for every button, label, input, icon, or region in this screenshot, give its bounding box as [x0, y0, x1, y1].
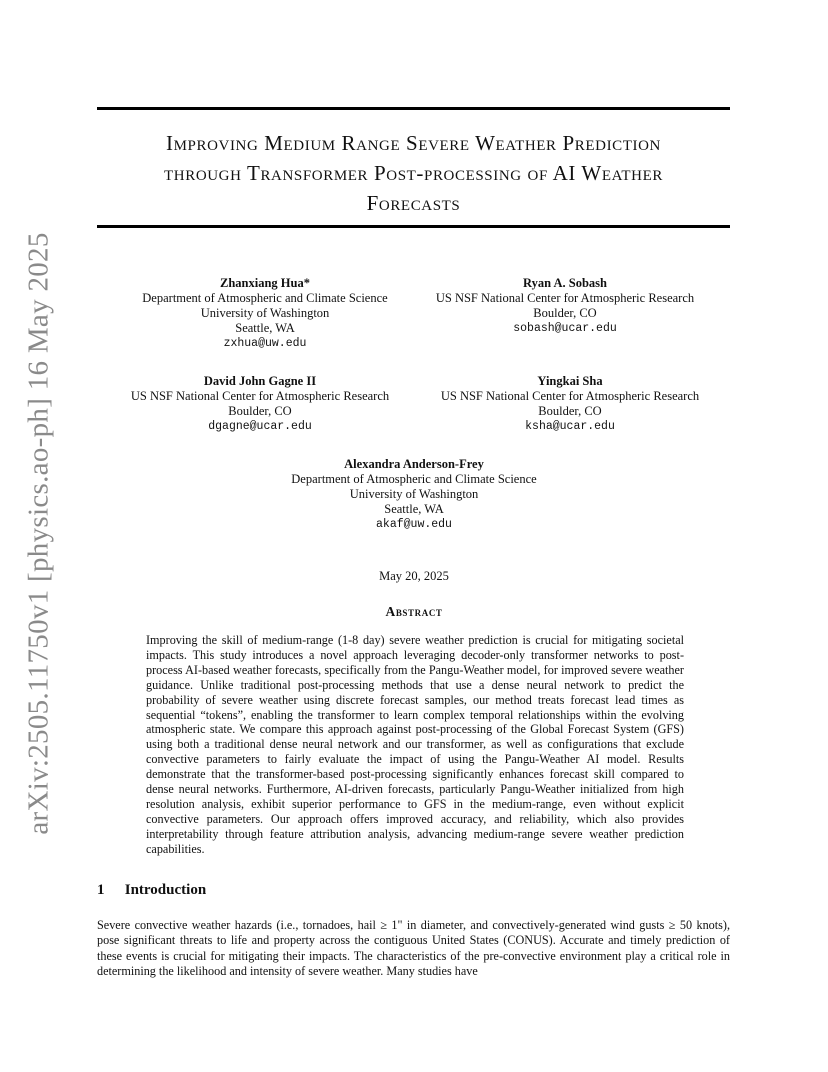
title-line: through Transformer Post-processing of AI Weather: [164, 161, 663, 185]
author-affiliation: US NSF National Center for Atmospheric Research: [130, 389, 390, 403]
section-title: Introduction: [124, 882, 207, 898]
arxiv-stamp-text: arXiv:2505.11750v1 [physics.ao-ph] 16 May 2025: [22, 231, 55, 835]
author-name: David John Gagne II: [203, 374, 317, 388]
author-block: [415, 276, 715, 336]
author-name: Alexandra Anderson-Frey: [344, 457, 484, 471]
section-number: 1: [97, 882, 105, 898]
title-top-rule: [97, 107, 730, 110]
abstract-text: Improving the skill of medium-range (1-8 day) severe weather prediction is crucial for mitigating societal impacts. This study introduces a novel approach leveraging decoder-only transformer networks to post-process AI-based weather forecasts, specifically from the Pangu-Weather model, for improved severe weather guidance. Unlike traditional post-processing methods that use a dense neural network to predict the probability of severe weather using discrete forecast samples, our method treats forecast lead times as sequential “tokens”, enabling the transformer to learn complex temporal relationships within the evolving atmospheric state. We compare this approach against post-processing of the Global Forecast System (GFS) using both a traditional dense neural network and our transformer, as well as configurations that exclude convective parameters to fairly evaluate the impact of using the Pangu-Weather AI model. Results demonstrate that the transformer-based post-processing significantly enhances forecast skill compared to dense neural networks. Furthermore, AI-driven forecasts, particularly Pangu-Weather initialized from high resolution analysis, exhibit superior performance to GFS in the medium-range, even without explicit convective parameters. Our approach offers improved accuracy, and reliability, which also provides interpretability through feature attribution analysis, advancing medium-range severe weather prediction capabilities.: [146, 633, 684, 856]
author-name: Yingkai Sha: [537, 374, 603, 388]
author-block: [110, 276, 420, 351]
title-bottom-rule: [97, 225, 730, 228]
author-affiliation: US NSF National Center for Atmospheric Research: [435, 291, 695, 305]
author-affiliation: University of Washington: [349, 487, 479, 501]
title-line: Forecasts: [366, 191, 461, 215]
author-block: [415, 374, 725, 434]
author-email: dgagne@ucar.edu: [208, 420, 312, 433]
title-line: Improving Medium Range Severe Weather Prediction: [166, 131, 661, 155]
author-affiliation: University of Washington: [200, 306, 330, 320]
author-email: sobash@ucar.edu: [513, 322, 617, 335]
abstract-heading: Abstract: [385, 604, 443, 619]
author-affiliation: Department of Atmospheric and Climate Science: [291, 472, 537, 486]
section-heading: [97, 882, 730, 899]
author-email: zxhua@uw.edu: [223, 337, 307, 350]
publication-date: May 20, 2025: [379, 569, 449, 583]
arxiv-stamp: [20, 231, 58, 835]
author-affiliation: US NSF National Center for Atmospheric Research: [440, 389, 700, 403]
author-block: [110, 374, 410, 434]
author-name: Ryan A. Sobash: [523, 276, 607, 290]
author-affiliation: Boulder, CO: [533, 306, 597, 320]
section-text: Severe convective weather hazards (i.e., tornadoes, hail ≥ 1" in diameter, and convectively-generated wind gusts ≥ 50 knots), pose significant threats to life and property across the contiguous United States (CONUS). Accurate and timely prediction of these events is crucial for mitigating their impacts. The characteristics of the pre-convective environment play a critical role in determining the likelihood and intensity of severe weather. Many studies have: [97, 918, 730, 978]
author-affiliation: Seattle, WA: [235, 321, 295, 335]
paper-title: [97, 128, 730, 218]
author-affiliation: Boulder, CO: [538, 404, 602, 418]
author-email: akaf@uw.edu: [376, 518, 452, 531]
author-name: Zhanxiang Hua*: [220, 276, 310, 290]
author-block: [264, 457, 564, 532]
author-affiliation: Boulder, CO: [228, 404, 292, 418]
author-affiliation: Seattle, WA: [384, 502, 444, 516]
author-email: ksha@ucar.edu: [525, 420, 615, 433]
author-affiliation: Department of Atmospheric and Climate Science: [142, 291, 388, 305]
